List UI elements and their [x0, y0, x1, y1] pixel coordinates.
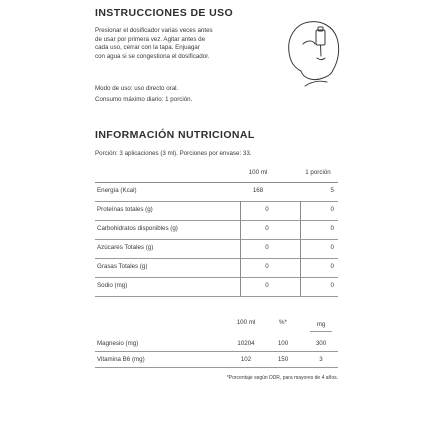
value-100ml: 0 — [265, 225, 269, 232]
col-header-portion: 1 porción — [305, 169, 331, 176]
usage-mode: Modo de uso: uso directo oral. — [95, 85, 179, 92]
value-100ml: 168 — [252, 187, 264, 194]
row-divider — [95, 367, 338, 368]
value-100ml: 10204 — [237, 340, 255, 347]
row-divider — [95, 220, 338, 221]
column-divider — [240, 201, 241, 296]
usage-max: Consumo máximo diario: 1 porción. — [95, 96, 193, 103]
micro-header-100ml: 100 ml — [236, 319, 256, 326]
value-portion: 0 — [330, 244, 334, 251]
table-divider — [95, 182, 338, 183]
value-portion: 0 — [330, 206, 334, 213]
header-underline — [310, 331, 332, 332]
row-divider — [95, 201, 338, 202]
value-100ml: 102 — [240, 356, 252, 363]
nutrient-name: Vitamina B6 (mg) — [97, 356, 145, 363]
usage-line: Presionar el dosificador varias veces antes — [95, 27, 213, 34]
nutrient-name: Energía (Kcal) — [97, 187, 137, 194]
nutrient-name: Carbohidratos disponibles (g) — [97, 225, 178, 232]
value-portion: 0 — [330, 263, 334, 270]
column-divider — [300, 201, 301, 296]
row-divider — [95, 239, 338, 240]
usage-line: de usar por primera vez. Agitar antes de — [95, 35, 206, 43]
usage-line: cada uso, cerrar con la tapa. Enjuagar — [95, 44, 200, 52]
row-divider — [95, 351, 338, 352]
value-100ml: 0 — [265, 244, 269, 251]
portion-text: Porción: 3 aplicaciones (3 ml). Porciones por envase: 33. — [95, 150, 252, 157]
row-divider — [95, 277, 338, 278]
nutrition-title: INFORMACIÓN NUTRICIONAL — [95, 129, 255, 141]
row-divider — [95, 258, 338, 259]
value-mg: 3 — [319, 356, 323, 363]
usage-title: INSTRUCCIONES DE USO — [95, 7, 234, 19]
micro-header-mg: mg — [316, 321, 326, 328]
value-pct: 100 — [277, 340, 289, 347]
person-spraying-mouth-icon — [283, 16, 345, 92]
usage-line: con agua si se congestiona el dosificador. — [95, 53, 210, 61]
value-pct: 150 — [277, 356, 289, 363]
value-100ml: 0 — [265, 282, 269, 289]
nutrient-name: Magnesio (mg) — [97, 340, 139, 347]
micro-header-pct: %* — [279, 319, 287, 326]
col-header-100ml: 100 ml — [248, 169, 268, 176]
value-portion: 0 — [330, 282, 334, 289]
nutrient-name: Grasas Totales (g) — [97, 263, 148, 270]
value-portion: 5 — [330, 187, 334, 194]
value-portion: 0 — [330, 225, 334, 232]
nutrient-name: Proteínas totales (g) — [97, 206, 153, 213]
footnote: *Porcentaje según DDR, para mayores de 4 años. — [226, 375, 338, 381]
value-100ml: 0 — [265, 206, 269, 213]
row-divider — [95, 296, 338, 297]
nutrient-name: Sodio (mg) — [97, 282, 128, 289]
value-mg: 300 — [315, 340, 327, 347]
value-100ml: 0 — [265, 263, 269, 270]
nutrient-name: Azúcares Totales (g) — [97, 244, 154, 251]
usage-instructions — [95, 27, 280, 62]
